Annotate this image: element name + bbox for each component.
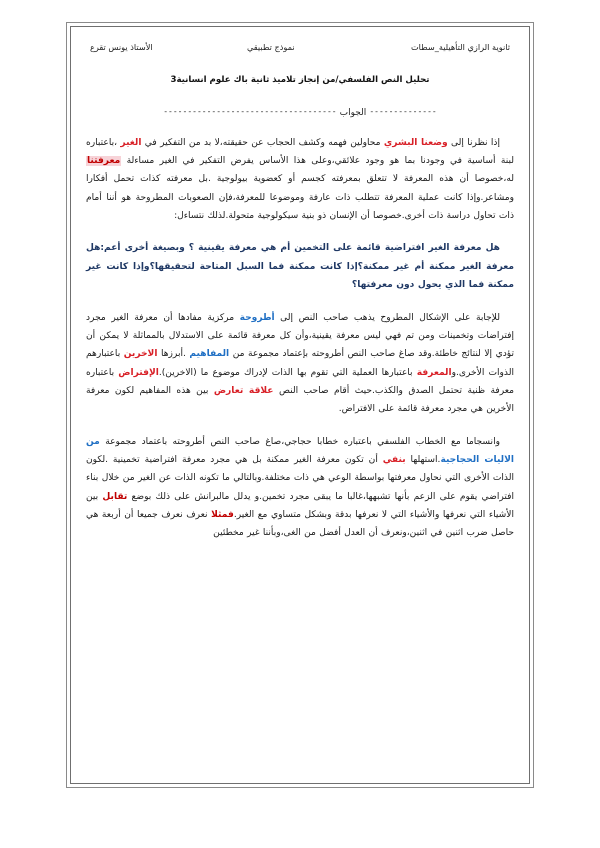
- highlighted-term: أطروحة: [239, 312, 275, 323]
- divider-dashes-left: ------------------------------------: [163, 106, 337, 116]
- highlighted-term: وضعنا البشري: [383, 137, 448, 148]
- highlighted-term: معرفتنا: [87, 156, 121, 167]
- paragraph-intro: إذا نظرنا إلى وضعنا البشري محاولين فهمه وكشف الحجاب عن حقيقته،لا بد من التفكير في الغير ،باعتباره لبنة أساسية في وجودنا بما هو وجود علائقي،وعلى هذا الأساس يفرض التفكير في الغير مساءلة معرفتنا له،خصوصا أن هذه المعرفة لا تتعلق بمعرفته كجسم أو كعضوية بيولوجية .بل معرفته كذات تحمل أفكارا ومشاعر.وإذا كانت عملية المعرفة تتطلب ذات عارفة وموضوعا للمعرفة،فإن الصعوبات المطروحة هو أننا أمام ذات تحاول دراسة ذات أخرى.خصوصا أن الإنسان ذو بنية سيكولوجية متحولة.لذلك نتساءل:: [86, 137, 514, 222]
- document-header: [86, 36, 514, 53]
- answer-label: الجواب: [339, 107, 367, 118]
- highlighted-term: الاخرين: [123, 349, 158, 360]
- highlighted-term: تقابل: [102, 491, 128, 502]
- header-document-type: نموذج تطبيقي: [246, 42, 295, 52]
- highlighted-term: علاقة تعارض: [213, 385, 274, 396]
- paragraph-argument: وانسجاما مع الخطاب الفلسفي باعتباره خطابا حجاجي،صاغ صاحب النص أطروحته باعتماد مجموعة من الاليات الحجاجية.استهلها بنفي أن تكون معرفة الغير ممكنة بل هي مجرد معرفة افتراضية تخمينية .لكون الذات الأخرى التي نحاول معرفتها بواسطة الوعي هي ذات مختلفة.وبالتالي ما تكونه الذات عن الغير من خلال بناء افتراضي يقوم على الزعم بأنها تشبهها،غالبا ما يبقى مجرد تخمين.و يدلل مالبرانش على ذلك بوضع تقابل بين الأشياء التي نعرفها والأشياء التي لا نعرفها بدقة وبشكل متساوي مع الغير.فمثلا نعرف نعرف جميعا أن أربعة هي حاصل ضرب اثنين في اثنين،ونعرف أن العدل أفضل من الغى،وبأننا غير مخطئين: [86, 436, 515, 539]
- highlighted-term: من الاليات الحجاجية: [86, 436, 514, 466]
- paragraph-thesis: للإجابة على الإشكال المطروح يذهب صاحب النص إلى أطروحة مركزية مفادها أن معرفة الغير مجرد إفتراضات وتخمينات ومن تم فهي ليس معرفة يقينية،وأن كل معرفة قائمة على الاستدلال بالمماثلة لا يمكن أن تؤدي إلا لنتائج خاطئة.وقد صاغ صاحب النص أطروحته بإعتماد مجموعة من المفاهيم .أبرزها الاخرين باعتبارهم الذوات الأخرى.والمعرفة باعتبارها العملية التي تقوم بها الذات لإدراك موضوع ما (الاخرين).الإفتراض باعتباره معرفة ظنية تحتمل الصدق والكذب.حيث أقام صاحب النص علاقة تعارض بين هذه المفاهيم لكون معرفة الأخرين هي مجرد معرفة قائمة على الافتراض.: [86, 312, 515, 415]
- highlighted-term: الإفتراض: [118, 367, 159, 378]
- document-body: [86, 134, 514, 543]
- highlighted-term: الغير: [120, 137, 142, 148]
- paragraph-question: هل معرفة الغير افتراضية قائمة على التخمين أم هي معرفة يقينية ؟ وبصيغة أخرى أعم:هل معرفة الغير ممكنة أم غير ممكنة؟إذا كانت ممكنة فما السبل المتاحة لتحقيقها؟وإذا كانت غير ممكنة فما الذي يحول دون معرفتها؟: [86, 243, 514, 291]
- highlighted-term: المعرفة: [416, 367, 452, 378]
- document-page: [72, 28, 528, 782]
- page-title: تحليل النص الفلسفي/من إنجاز تلاميذ ثانية باك علوم انسانية3: [170, 74, 430, 85]
- highlighted-term: بنفي: [382, 455, 406, 466]
- highlighted-term: فمثلا: [211, 510, 234, 521]
- divider-dashes-right: --------------: [369, 106, 437, 116]
- answer-divider: [86, 107, 514, 118]
- highlighted-term: المفاهيم: [189, 349, 230, 360]
- header-teacher-name: الأستاذ يونس تقرع: [90, 42, 153, 52]
- header-school-name: ثانوية الرازي التأهيلية_سطات: [410, 42, 510, 52]
